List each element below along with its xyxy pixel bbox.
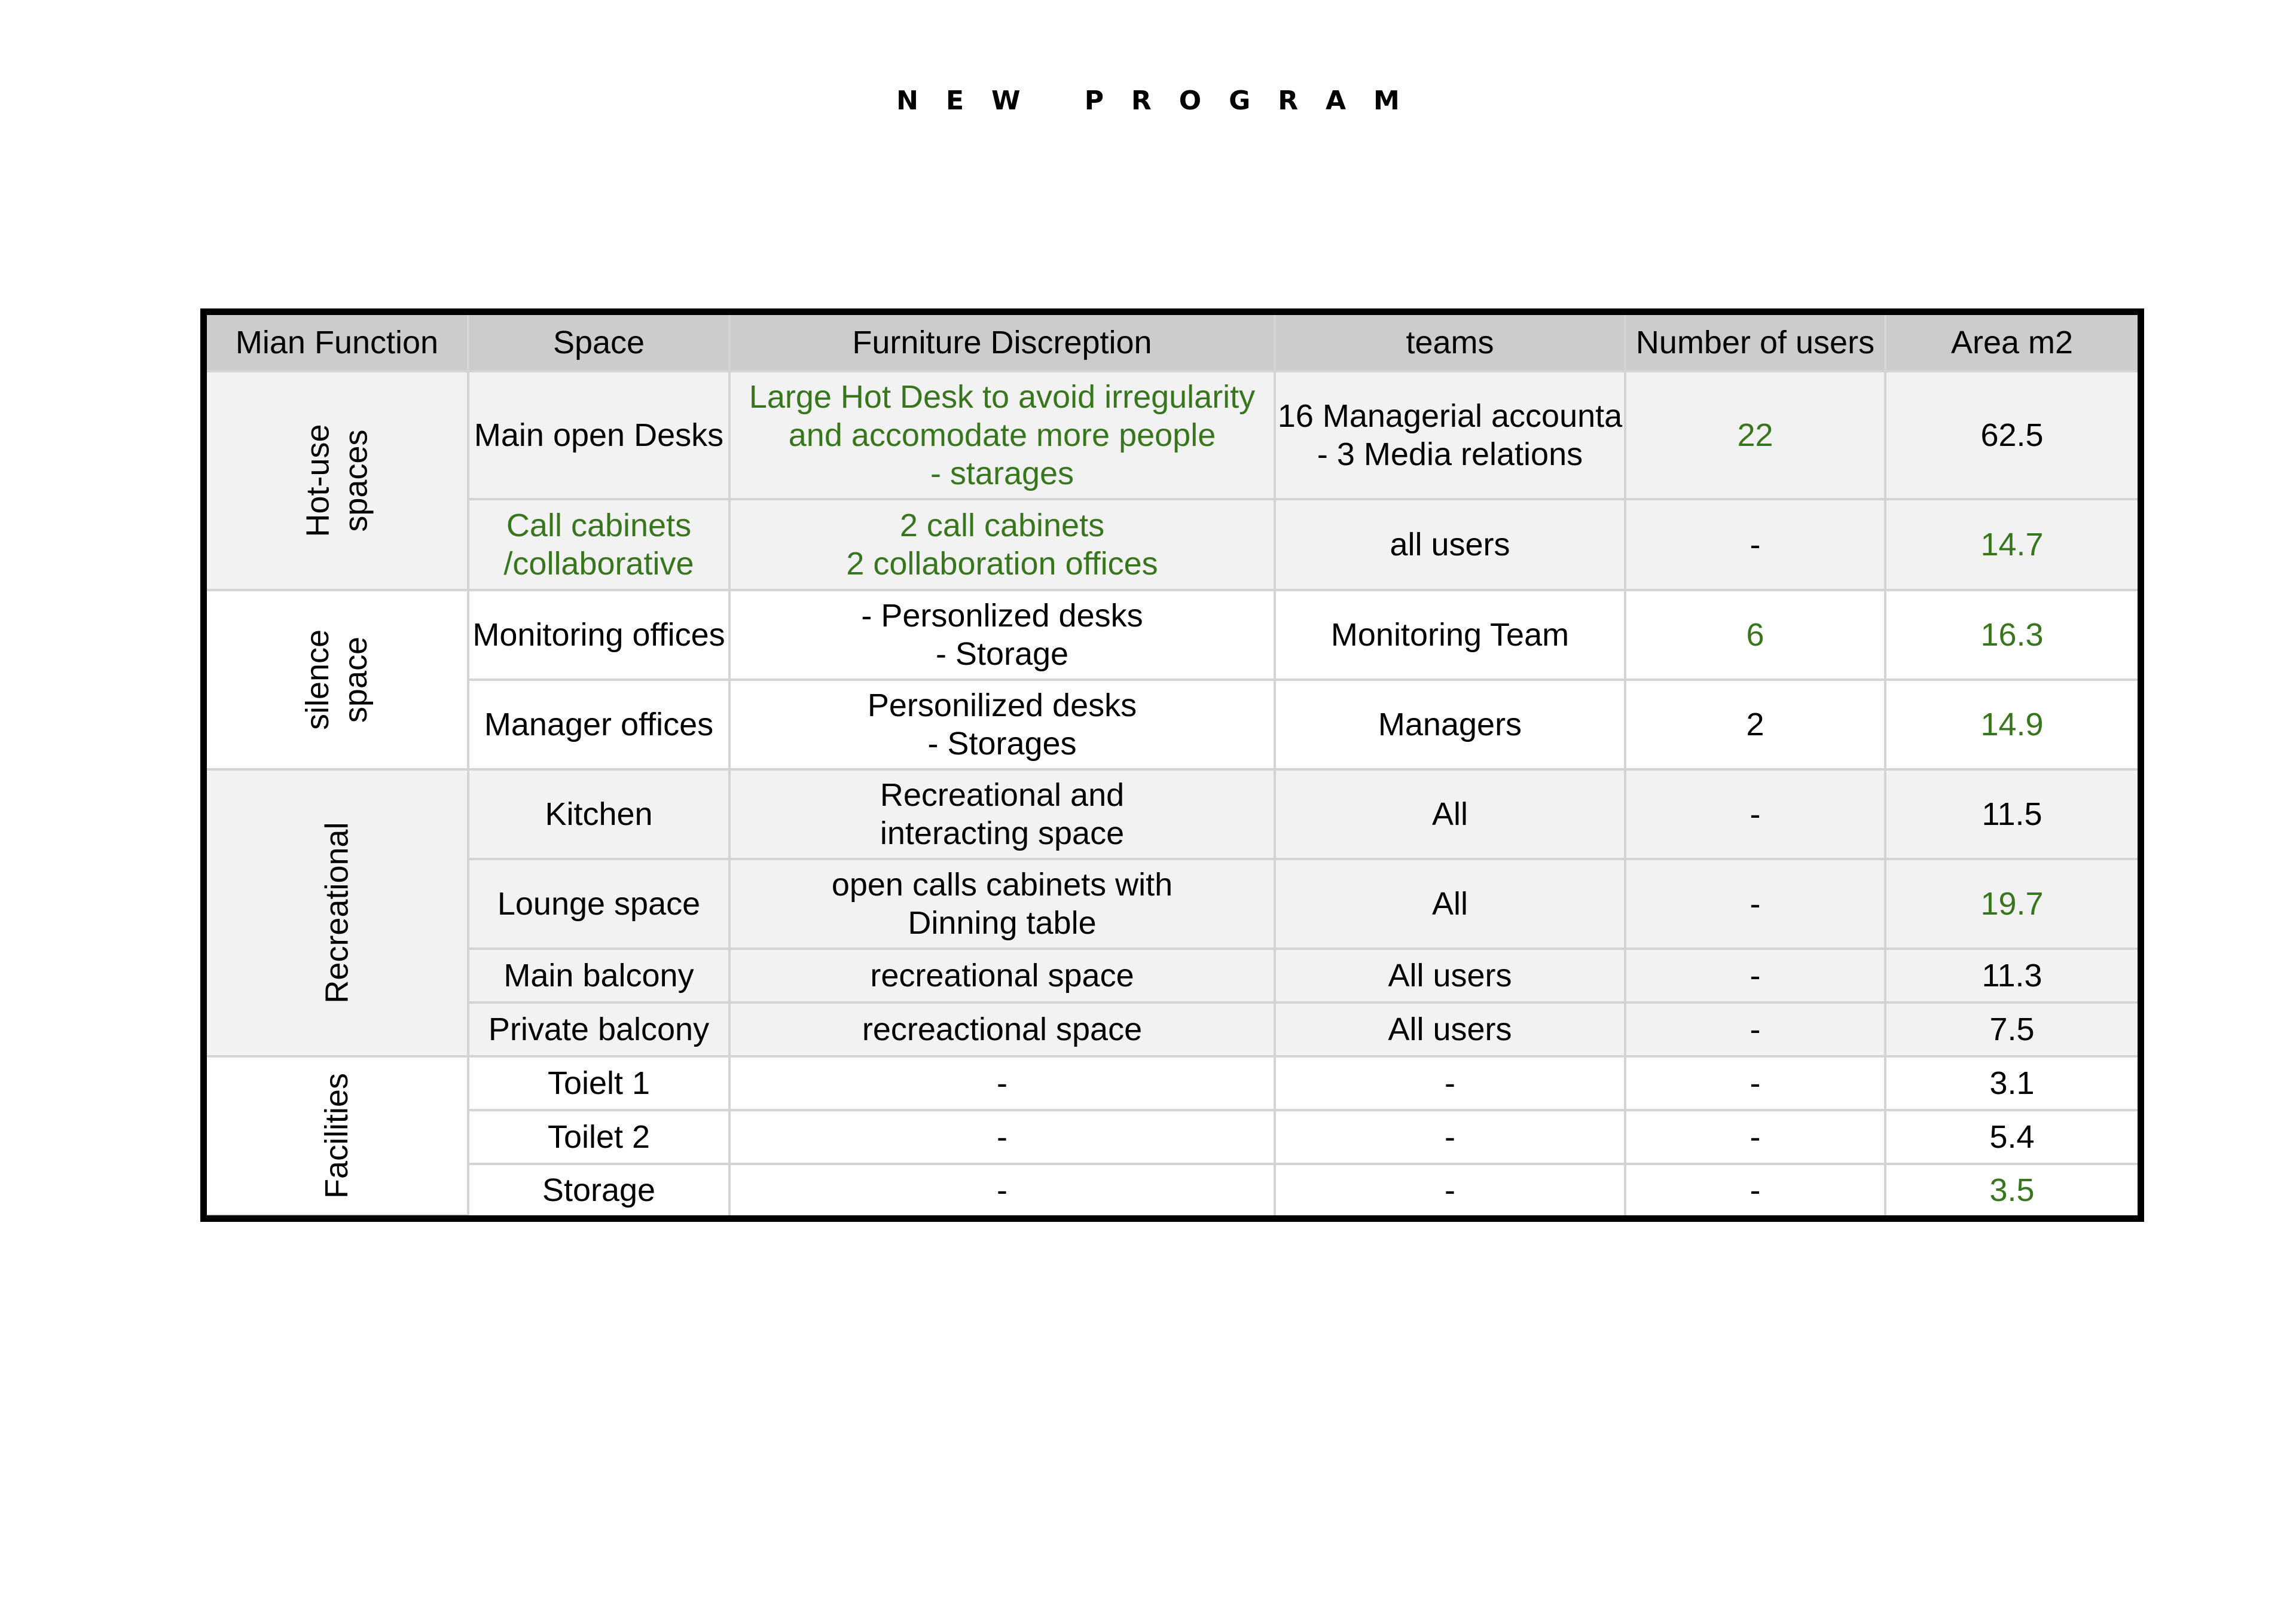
furniture-cell: recreational space: [729, 949, 1275, 1002]
column-header-space: Space: [468, 315, 729, 371]
users-cell: -: [1625, 499, 1885, 590]
teams-cell: Managers: [1275, 680, 1625, 769]
users-cell: -: [1625, 1110, 1885, 1164]
teams-cell: all users: [1275, 499, 1625, 590]
table-row: [207, 590, 2138, 680]
users-cell: 2: [1625, 680, 1885, 769]
furniture-cell: open calls cabinets with Dinning table: [729, 859, 1275, 949]
table-row: [207, 859, 2138, 949]
users-cell: -: [1625, 1002, 1885, 1056]
table-row: [207, 680, 2138, 769]
table-row: [207, 1110, 2138, 1164]
users-cell: 6: [1625, 590, 1885, 680]
area-cell: 14.7: [1885, 499, 2138, 590]
area-cell: 16.3: [1885, 590, 2138, 680]
area-cell: 3.1: [1885, 1056, 2138, 1110]
furniture-cell: Personilized desks - Storages: [729, 680, 1275, 769]
area-cell: 7.5: [1885, 1002, 2138, 1056]
table-row: [207, 371, 2138, 499]
column-header-users: Number of users: [1625, 315, 1885, 371]
users-cell: -: [1625, 1164, 1885, 1215]
space-cell: Lounge space: [468, 859, 729, 949]
function-cell-facilities: [207, 1056, 468, 1215]
space-cell: Kitchen: [468, 769, 729, 859]
furniture-cell: 2 call cabinets 2 collaboration offices: [729, 499, 1275, 590]
function-label: Hot-use spaces: [300, 424, 374, 537]
users-cell: 22: [1625, 371, 1885, 499]
furniture-cell: Large Hot Desk to avoid irregularity and accomodate more people - starages: [729, 371, 1275, 499]
area-cell: 62.5: [1885, 371, 2138, 499]
space-cell: Storage: [468, 1164, 729, 1215]
teams-cell: [1275, 371, 1625, 499]
table-row: [207, 1002, 2138, 1056]
space-cell: Toielt 1: [468, 1056, 729, 1110]
users-cell: -: [1625, 949, 1885, 1002]
furniture-cell: -: [729, 1056, 1275, 1110]
area-cell: 11.5: [1885, 769, 2138, 859]
teams-cell: All users: [1275, 1002, 1625, 1056]
function-cell-silence: [207, 590, 468, 769]
teams-cell: Monitoring Team: [1275, 590, 1625, 680]
column-header-furniture: Furniture Discreption: [729, 315, 1275, 371]
table-row: [207, 949, 2138, 1002]
users-cell: -: [1625, 859, 1885, 949]
column-header-area: Area m2: [1885, 315, 2138, 371]
teams-text: 16 Managerial accounta - 3 Media relations: [1277, 398, 1623, 472]
furniture-cell: -: [729, 1164, 1275, 1215]
teams-cell: -: [1275, 1110, 1625, 1164]
teams-cell: All: [1275, 769, 1625, 859]
column-header-teams: teams: [1275, 315, 1625, 371]
table-row: [207, 1164, 2138, 1215]
furniture-cell: Recreational and interacting space: [729, 769, 1275, 859]
space-cell: Manager offices: [468, 680, 729, 769]
table-header-row: [207, 315, 2138, 371]
function-label: Recreational: [319, 822, 355, 1004]
area-cell: 11.3: [1885, 949, 2138, 1002]
program-table: [207, 315, 2138, 1217]
column-header-function: Mian Function: [207, 315, 468, 371]
furniture-cell: - Personlized desks - Storage: [729, 590, 1275, 680]
teams-cell: -: [1275, 1164, 1625, 1215]
table-row: [207, 499, 2138, 590]
space-cell: Private balcony: [468, 1002, 729, 1056]
table-row: [207, 769, 2138, 859]
area-cell: 19.7: [1885, 859, 2138, 949]
space-cell: Main open Desks: [468, 371, 729, 499]
users-cell: -: [1625, 769, 1885, 859]
area-cell: 3.5: [1885, 1164, 2138, 1215]
area-cell: 5.4: [1885, 1110, 2138, 1164]
space-cell: Monitoring offices: [468, 590, 729, 680]
space-cell: Main balcony: [468, 949, 729, 1002]
furniture-cell: recreactional space: [729, 1002, 1275, 1056]
teams-cell: All users: [1275, 949, 1625, 1002]
space-cell: Call cabinets /collaborative: [468, 499, 729, 590]
teams-cell: All: [1275, 859, 1625, 949]
program-table-frame: [200, 308, 2144, 1222]
function-label: Facilities: [319, 1072, 355, 1199]
area-cell: 14.9: [1885, 680, 2138, 769]
page-title: N E W P R O G R A M: [896, 85, 1400, 116]
function-cell-recreational: [207, 769, 468, 1056]
function-label: silence space: [300, 629, 374, 730]
table-row: [207, 1056, 2138, 1110]
furniture-cell: -: [729, 1110, 1275, 1164]
space-cell: Toilet 2: [468, 1110, 729, 1164]
teams-cell: -: [1275, 1056, 1625, 1110]
users-cell: -: [1625, 1056, 1885, 1110]
function-cell-hot-use: [207, 371, 468, 590]
